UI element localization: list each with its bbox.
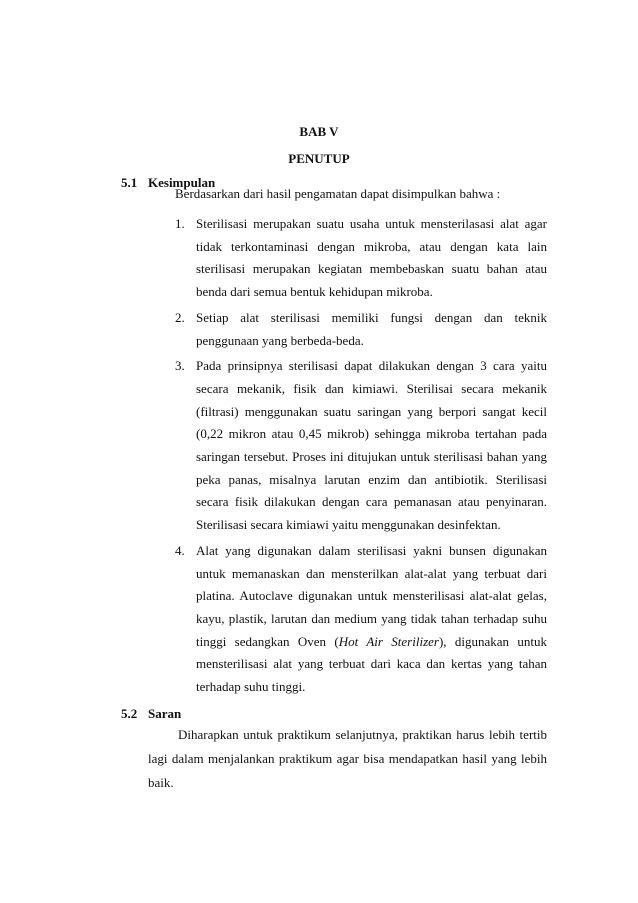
italic-term: Hot Air Sterilizer [338, 633, 439, 649]
section-title: Kesimpulan [148, 175, 216, 190]
list-item [175, 307, 547, 352]
list-item-text: Pada prinsipnya sterilisasi dapat dilakukan dengan 3 cara yaitu secara mekanik, fisik dan kimiawi. Sterilisai secara mekanik (filtrasi) menggunakan suatu saringan yang berpori sangat kecil (0,22 mikron atau 0,45 mikrob) sehingga mikroba tertahan pada saringan tersebut. Proses ini ditujukan untuk sterilisasi bahan yang peka panas, misalnya larutan enzim dan antibiotik. Sterilisasi secara fisik dilakukan dengan cara pemanasan atau penyinaran. Sterilisasi secara kimiawi yaitu menggunakan desinfektan. [196, 358, 547, 533]
section-heading-saran [121, 706, 181, 722]
chapter-title: PENUTUP [288, 151, 350, 166]
list-marker: 2. [175, 309, 185, 325]
list-marker: 3. [175, 358, 185, 374]
list-item [175, 213, 547, 304]
conclusion-list [175, 213, 547, 699]
list-item-text: Sterilisasi merupakan suatu usaha untuk mensterilasasi alat agar tidak terkontaminasi dengan mikroba, atau dengan kata lain sterilisasi merupakan kegiatan membebaskan suatu bahan atau benda dari semua bentuk kehidupan mikroba. [196, 216, 547, 300]
list-marker: 4. [175, 542, 185, 558]
list-item-text [196, 540, 547, 699]
list-item [175, 355, 547, 537]
list-item [175, 540, 547, 699]
section-number: 5.2 [121, 706, 138, 721]
section-number: 5.1 [121, 175, 138, 190]
chapter-label: BAB V [299, 124, 339, 139]
saran-paragraph: Diharapkan untuk praktikum selanjutnya, praktikan harus lebih tertib lagi dalam menjalankan praktikum agar bisa mendapatkan hasil yang lebih baik. [148, 727, 547, 790]
list-marker: 1. [175, 216, 185, 231]
list-item-text: Setiap alat sterilisasi memiliki fungsi dengan dan teknik penggunaan yang berbeda-beda. [196, 309, 547, 348]
intro-sentence: Berdasarkan dari hasil pengamatan dapat disimpulkan bahwa : [175, 186, 501, 201]
list-item-text-part: ), digunakan untuk mensterilisasi alat yang terbuat dari kaca dan kertas yang tahan terhadap suhu tinggi. [196, 633, 547, 695]
section-title: Saran [148, 706, 182, 721]
list-item-text-part: Alat yang digunakan dalam sterilisasi yakni bunsen digunakan untuk memanaskan dan mensterilkan alat-alat yang terbuat dari platina. Autoclave digunakan untuk mensterilisasi alat-alat gelas, kayu, plastik, larutan dan medium yang tidak tahan terhadap suhu tinggi sedangkan Oven ( [196, 542, 547, 649]
